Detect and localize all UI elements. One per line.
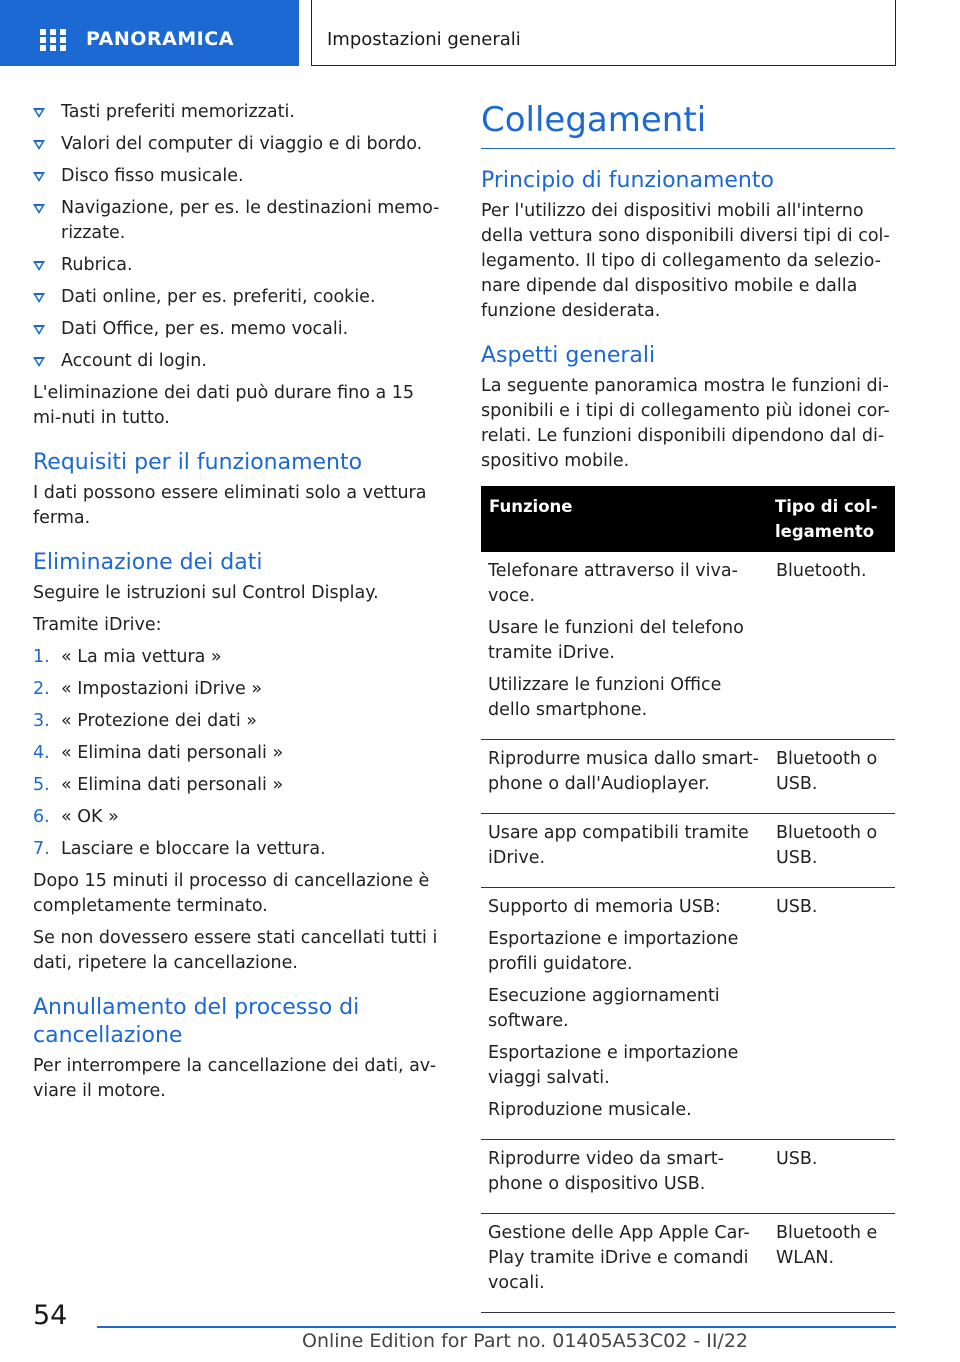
deletion-via-idrive: Tramite iDrive: xyxy=(33,615,162,635)
triangle-bullet-icon xyxy=(33,357,45,367)
connection-type-cell: Bluetooth e WLAN. xyxy=(769,1214,895,1313)
table-row xyxy=(481,1140,895,1214)
step-item: 7. Lasciare e bloccare la vettura. xyxy=(33,839,326,859)
triangle-bullet-icon xyxy=(33,293,45,303)
general-text: La seguente panoramica mostra le funzioni di-sponibili e i tipi di collegamento più idonei cor-relati. Le funzioni disponibili dipendono dal di-spositivo mobile. xyxy=(481,376,890,471)
table-row xyxy=(481,740,895,814)
data-bullet-list xyxy=(33,100,443,374)
deletion-instruction: Seguire le istruzioni sul Control Display. xyxy=(33,583,379,603)
left-column xyxy=(33,100,443,1111)
edition-note: Online Edition for Part no. 01405A53C02 - II/22 xyxy=(302,1330,749,1352)
step-item: 6. « OK » xyxy=(33,807,119,827)
connection-type-cell: Bluetooth. xyxy=(769,552,895,740)
principle-text: Per l'utilizzo dei dispositivi mobili all'interno della vettura sono disponibili diversi tipi di col-legamento. Il tipo di collegamento da selezio-nare dipende dal dispositivo mobile e dalla funzione desiderata. xyxy=(481,201,890,321)
chapter-title: Collegamenti xyxy=(481,100,895,149)
list-item: Account di login. xyxy=(33,349,443,374)
table-row xyxy=(481,814,895,888)
deletion-complete-note: Dopo 15 minuti il processo di cancellazione è completamente terminato. xyxy=(33,871,430,916)
column-header-connection-type: Tipo di col-legamento xyxy=(769,486,895,552)
list-item: Disco fisso musicale. xyxy=(33,164,443,189)
section-title-cancel: Annullamento del processo di cancellazione xyxy=(33,995,360,1048)
list-item: Valori del computer di viaggio e di bordo. xyxy=(33,132,443,157)
list-item: Dati online, per es. preferiti, cookie. xyxy=(33,285,443,310)
deletion-repeat-note: Se non dovessero essere stati cancellati tutti i dati, ripetere la cancellazione. xyxy=(33,928,438,973)
triangle-bullet-icon xyxy=(33,325,45,335)
triangle-bullet-icon xyxy=(33,261,45,271)
column-header-function: Funzione xyxy=(481,486,769,552)
triangle-bullet-icon xyxy=(33,204,45,214)
list-item: Tasti preferiti memorizzati. xyxy=(33,100,443,125)
function-cell: Usare app compatibili tramite iDrive. xyxy=(481,814,769,888)
step-item: 3. « Protezione dei dati » xyxy=(33,711,257,731)
function-cell: Supporto di memoria USB: Esportazione e importazione profili guidatore. Esecuzione aggiornamenti software. Esportazione e importazione viaggi salvati. Riproduzione musicale. xyxy=(481,888,769,1140)
overview-nav-button[interactable] xyxy=(0,0,299,66)
connection-type-cell: Bluetooth o USB. xyxy=(769,814,895,888)
function-cell: Riprodurre video da smart-phone o dispositivo USB. xyxy=(481,1140,769,1214)
table-row xyxy=(481,552,895,740)
function-cell: Gestione delle App Apple Car-Play tramite iDrive e comandi vocali. xyxy=(481,1214,769,1313)
section-title-principle: Principio di funzionamento xyxy=(481,168,774,193)
page-header xyxy=(0,0,960,66)
connection-type-cell: USB. xyxy=(769,1140,895,1214)
cancel-text: Per interrompere la cancellazione dei dati, av-viare il motore. xyxy=(33,1056,437,1101)
deletion-duration-note: L'eliminazione dei dati può durare fino a 15 mi-nuti in tutto. xyxy=(33,383,415,428)
requirements-text: I dati possono essere eliminati solo a vettura ferma. xyxy=(33,483,427,528)
section-title-requirements: Requisiti per il funzionamento xyxy=(33,450,363,475)
connection-type-cell: USB. xyxy=(769,888,895,1140)
connections-table xyxy=(481,486,895,1313)
grid-menu-icon xyxy=(40,29,66,51)
triangle-bullet-icon xyxy=(33,172,45,182)
right-column xyxy=(481,100,895,1313)
list-item: Dati Office, per es. memo vocali. xyxy=(33,317,443,342)
triangle-bullet-icon xyxy=(33,140,45,150)
step-item: 5. « Elimina dati personali » xyxy=(33,775,284,795)
deletion-steps xyxy=(33,645,443,862)
list-item: Rubrica. xyxy=(33,253,443,278)
section-title-deletion: Eliminazione dei dati xyxy=(33,550,263,575)
function-cell: Riprodurre musica dallo smart-phone o dall'Audioplayer. xyxy=(481,740,769,814)
footer-divider xyxy=(97,1326,896,1328)
section-title-general: Aspetti generali xyxy=(481,343,656,368)
connection-type-cell: Bluetooth o USB. xyxy=(769,740,895,814)
table-row xyxy=(481,1214,895,1313)
table-header-row xyxy=(481,486,895,552)
page-number: 54 xyxy=(33,1300,68,1331)
step-item: 1. « La mia vettura » xyxy=(33,647,222,667)
triangle-bullet-icon xyxy=(33,108,45,118)
list-item: Navigazione, per es. le destinazioni memo-rizzate. xyxy=(33,196,443,246)
breadcrumb-title: Impostazioni generali xyxy=(327,29,521,50)
overview-nav-label: PANORAMICA xyxy=(86,28,234,50)
step-item: 2. « Impostazioni iDrive » xyxy=(33,679,263,699)
breadcrumb xyxy=(311,0,896,66)
step-item: 4. « Elimina dati personali » xyxy=(33,743,284,763)
function-cell: Telefonare attraverso il viva-voce. Usare le funzioni del telefono tramite iDrive. Utilizzare le funzioni Office dello smartphone. xyxy=(481,552,769,740)
table-row xyxy=(481,888,895,1140)
